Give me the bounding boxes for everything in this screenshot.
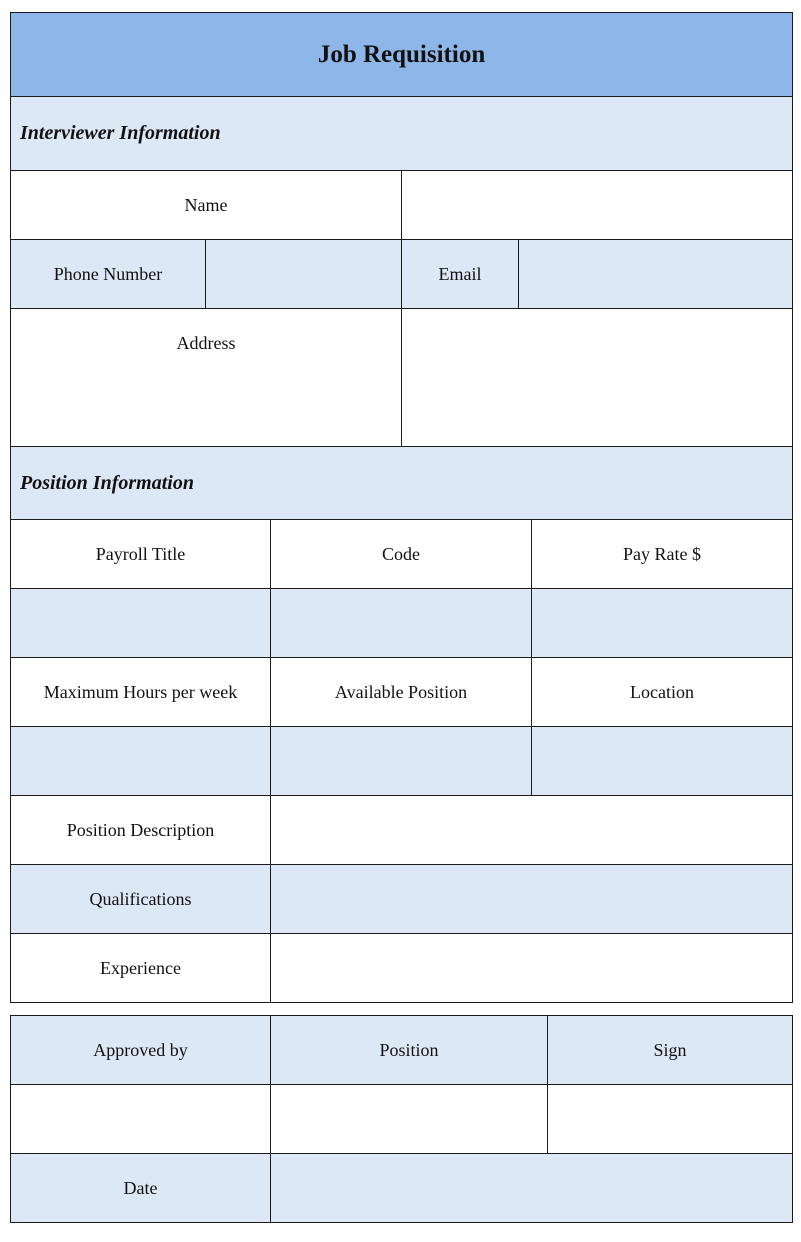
position-description-field[interactable]: [271, 796, 793, 865]
form-title: Job Requisition: [11, 13, 793, 97]
phone-number-field[interactable]: [206, 240, 402, 309]
approval-position-field[interactable]: [271, 1085, 548, 1154]
available-position-field[interactable]: [271, 727, 532, 796]
name-label: Name: [11, 171, 402, 240]
experience-field[interactable]: [271, 934, 793, 1003]
code-label: Code: [271, 520, 532, 589]
sign-field[interactable]: [548, 1085, 793, 1154]
email-label: Email: [402, 240, 519, 309]
payroll-title-field[interactable]: [11, 589, 271, 658]
payroll-title-label: Payroll Title: [11, 520, 271, 589]
date-field[interactable]: [271, 1154, 793, 1223]
approved-by-label: Approved by: [11, 1016, 271, 1085]
location-label: Location: [532, 658, 793, 727]
qualifications-field[interactable]: [271, 865, 793, 934]
job-requisition-form: [10, 12, 793, 1003]
available-position-label: Available Position: [271, 658, 532, 727]
code-field[interactable]: [271, 589, 532, 658]
max-hours-label: Maximum Hours per week: [11, 658, 271, 727]
section-heading-position: Position Information: [11, 447, 793, 520]
email-field[interactable]: [519, 240, 793, 309]
approval-position-label: Position: [271, 1016, 548, 1085]
approval-table: [10, 1015, 793, 1223]
section-heading-interviewer: Interviewer Information: [11, 97, 793, 171]
sign-label: Sign: [548, 1016, 793, 1085]
approved-by-field[interactable]: [11, 1085, 271, 1154]
pay-rate-field[interactable]: [532, 589, 793, 658]
experience-label: Experience: [11, 934, 271, 1003]
location-field[interactable]: [532, 727, 793, 796]
phone-number-label: Phone Number: [11, 240, 206, 309]
max-hours-field[interactable]: [11, 727, 271, 796]
date-label: Date: [11, 1154, 271, 1223]
address-field[interactable]: [402, 309, 793, 447]
name-field[interactable]: [402, 171, 793, 240]
address-label: Address: [11, 309, 402, 447]
pay-rate-label: Pay Rate $: [532, 520, 793, 589]
qualifications-label: Qualifications: [11, 865, 271, 934]
position-description-label: Position Description: [11, 796, 271, 865]
